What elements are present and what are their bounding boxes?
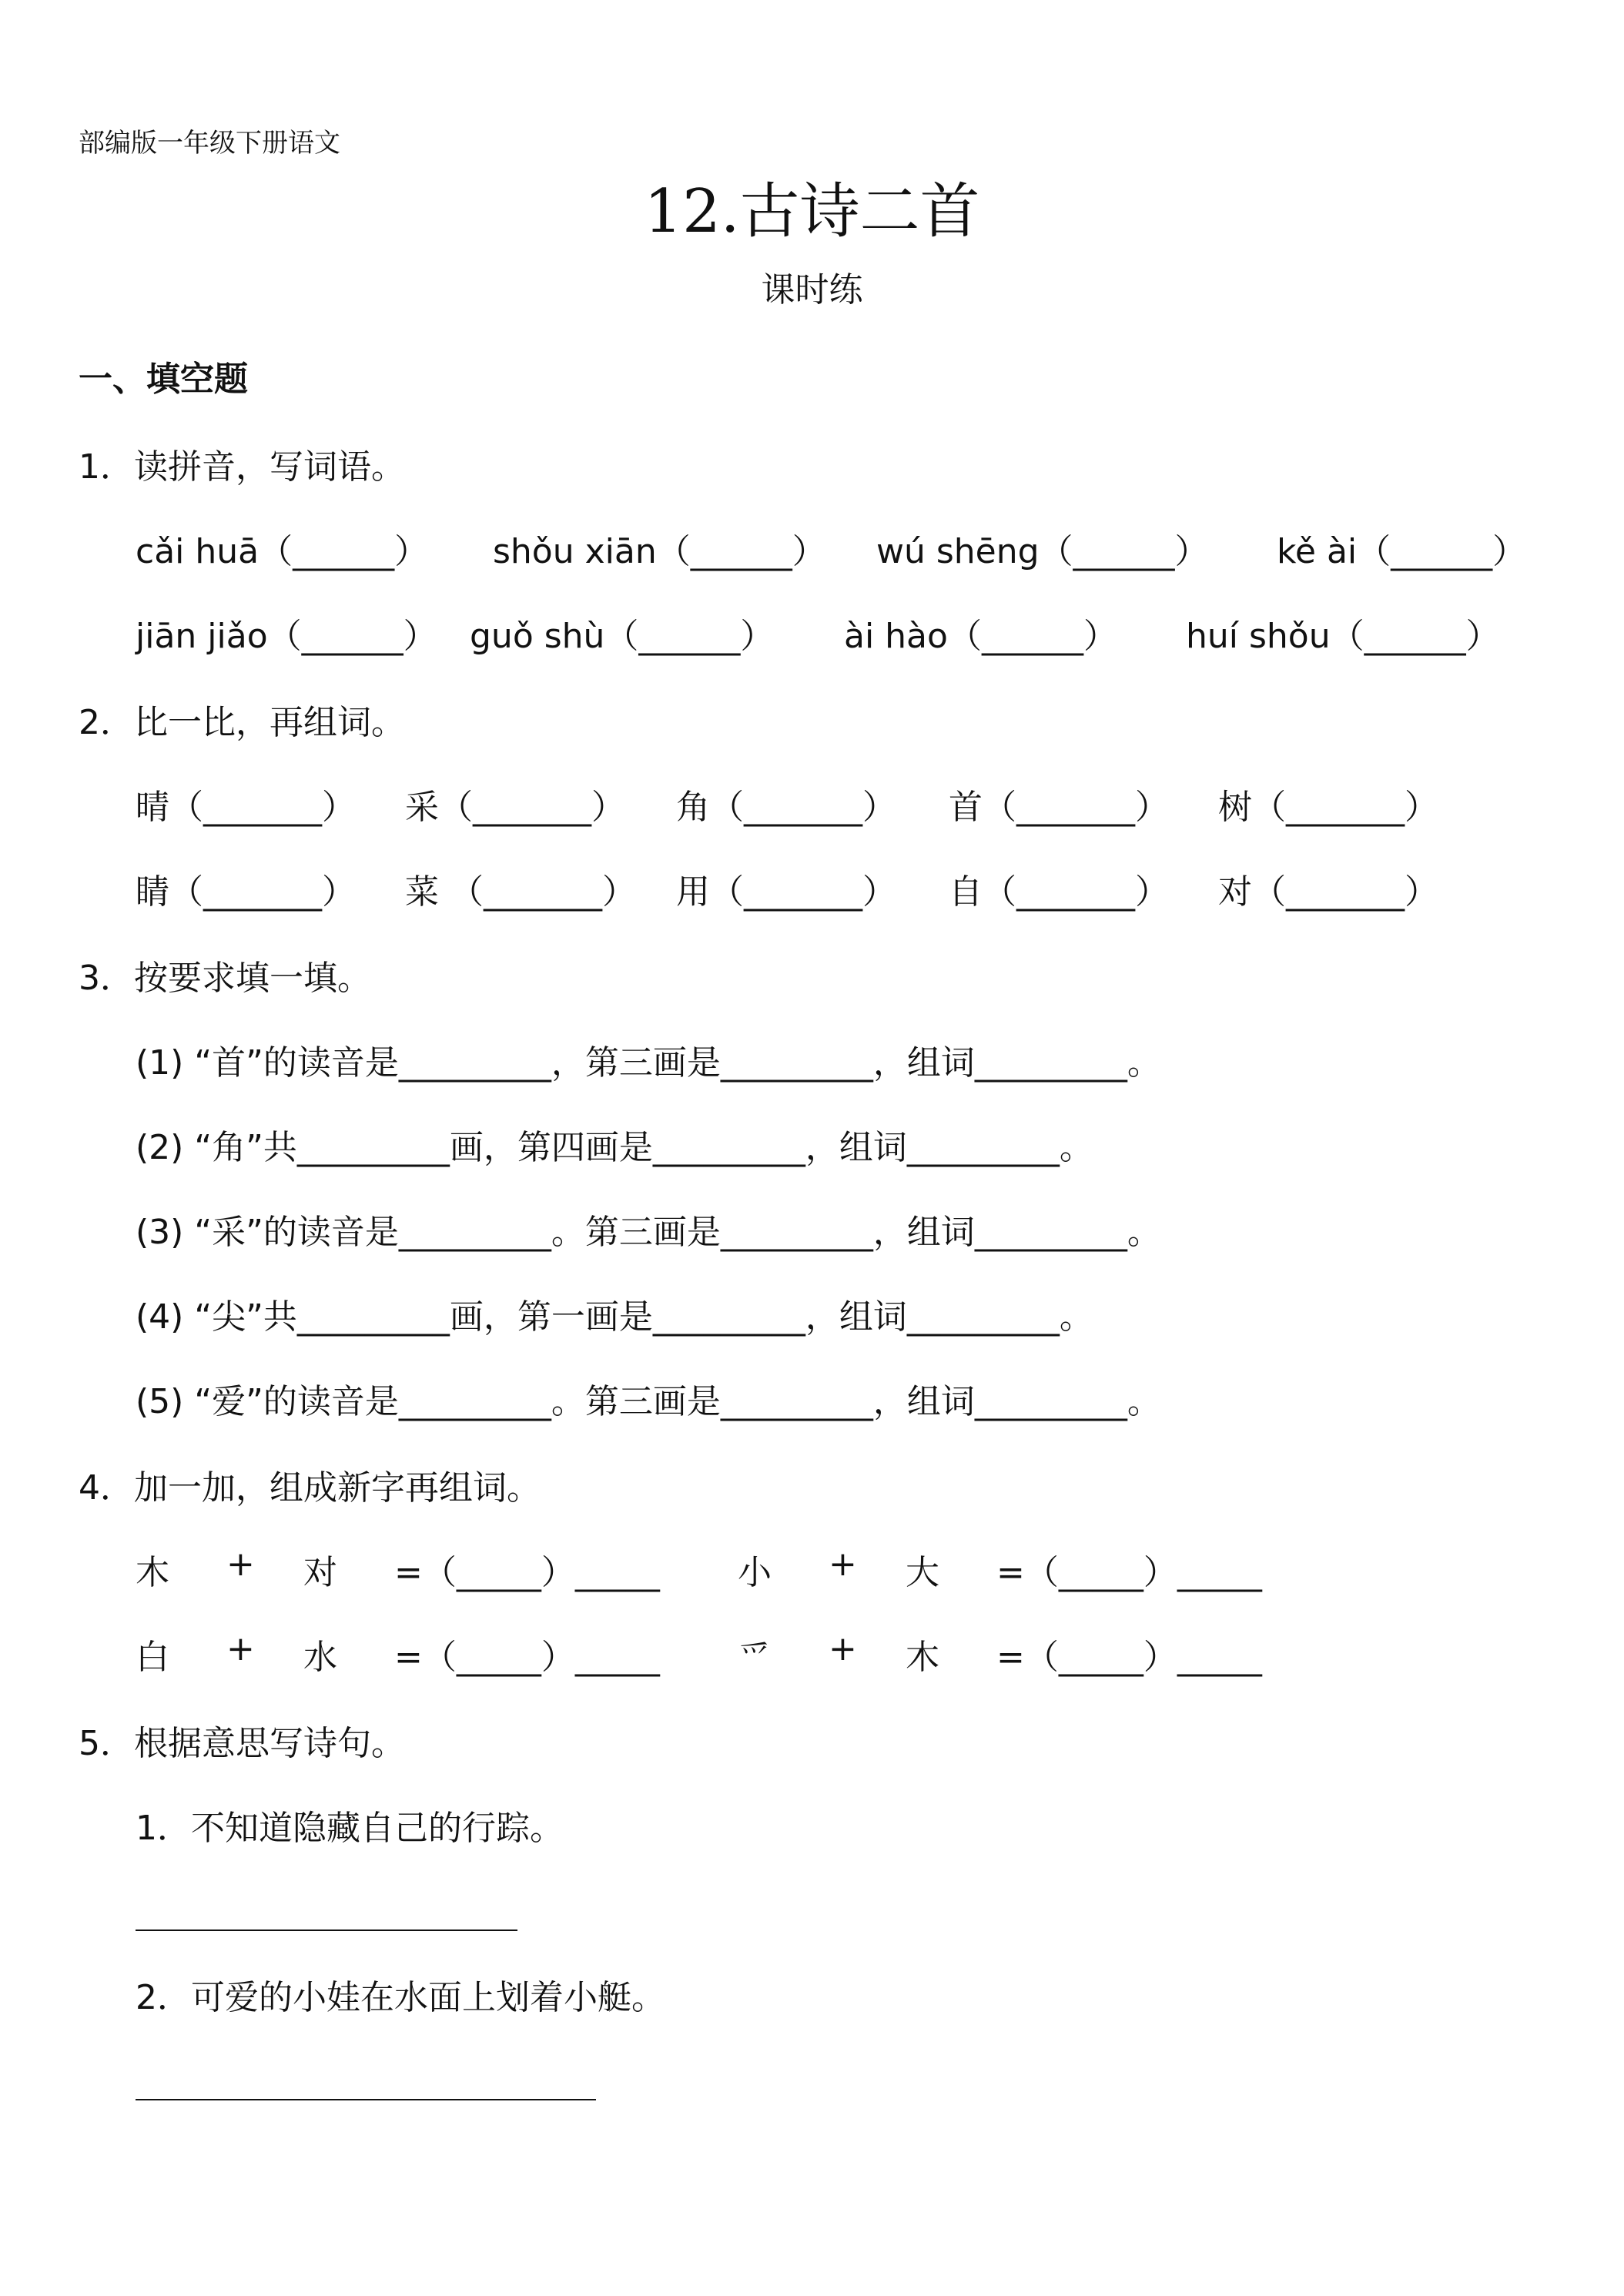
- page-title: 12.古诗二首: [644, 177, 980, 246]
- addend-char: 小: [738, 1553, 772, 1592]
- fill-item: (2) “角”共_________画，第四画是_________，组词_________。: [136, 1128, 1093, 1167]
- compare-item: 自（_______）: [949, 872, 1169, 912]
- pinyin-item: shǒu xiān（______）: [493, 532, 826, 571]
- question-5-label: 5．根据意思写诗句。: [79, 1724, 405, 1763]
- pinyin-item: kě ài（______）: [1277, 532, 1527, 571]
- meaning-item: 1．不知道隐藏自己的行踪。: [136, 1809, 564, 1848]
- pinyin-item: huí shǒu（______）: [1186, 617, 1500, 656]
- answer-blank: =（_____）_____: [996, 1553, 1262, 1592]
- answer-blank: =（_____）_____: [394, 1638, 660, 1677]
- pinyin-item: ài hào（______）: [844, 617, 1117, 656]
- addend-char: 对: [303, 1553, 337, 1592]
- document-header: 部编版一年级下册语文: [79, 128, 340, 159]
- fill-item: (1) “首”的读音是_________，第三画是_________，组词_________。: [136, 1043, 1161, 1083]
- plus-sign: +: [829, 1629, 857, 1668]
- compare-item: 睛（_______）: [136, 872, 356, 912]
- plus-sign: +: [226, 1629, 255, 1668]
- pinyin-item: guǒ shù（______）: [470, 617, 775, 656]
- addend-char: 白: [136, 1638, 169, 1677]
- fill-item: (5) “爱”的读音是_________。第三画是_________，组词_________。: [136, 1382, 1161, 1421]
- compare-item: 角（_______）: [676, 788, 896, 827]
- section-heading: 一、填空题: [79, 360, 248, 399]
- answer-line[interactable]: [136, 2099, 596, 2100]
- pinyin-item: wú shēng（______）: [876, 532, 1209, 571]
- compare-item: 晴（_______）: [136, 788, 356, 827]
- compare-item: 首（_______）: [949, 788, 1169, 827]
- question-3-label: 3．按要求填一填。: [79, 959, 371, 998]
- compare-item: 采（_______）: [405, 788, 625, 827]
- answer-blank: =（_____）_____: [996, 1638, 1262, 1677]
- addend-char: 木: [906, 1638, 939, 1677]
- meaning-item: 2．可爱的小娃在水面上划着小艇。: [136, 1978, 665, 2017]
- question-2-label: 2．比一比，再组词。: [79, 703, 405, 742]
- question-1-label: 1．读拼音，写词语。: [79, 447, 405, 487]
- plus-sign: +: [226, 1545, 255, 1584]
- fill-item: (4) “尖”共_________画，第一画是_________，组词_________。: [136, 1297, 1093, 1337]
- compare-item: 菜 （_______）: [405, 872, 636, 912]
- fill-item: (3) “采”的读音是_________。第三画是_________，组词_________。: [136, 1213, 1161, 1252]
- compare-item: 树（_______）: [1218, 788, 1438, 827]
- compare-item: 用（_______）: [676, 872, 896, 912]
- answer-blank: =（_____）_____: [394, 1553, 660, 1592]
- plus-sign: +: [829, 1545, 857, 1584]
- pinyin-item: jiān jiǎo（______）: [136, 617, 437, 656]
- addend-char: 大: [906, 1553, 939, 1592]
- question-4-label: 4．加一加，组成新字再组词。: [79, 1468, 541, 1508]
- page-subtitle: 课时练: [761, 270, 863, 310]
- addend-char: 爫: [738, 1638, 772, 1677]
- addend-char: 木: [136, 1553, 169, 1592]
- pinyin-item: cǎi huā（______）: [136, 532, 429, 571]
- addend-char: 水: [303, 1638, 337, 1677]
- compare-item: 对（_______）: [1218, 872, 1438, 912]
- answer-line[interactable]: [136, 1930, 517, 1931]
